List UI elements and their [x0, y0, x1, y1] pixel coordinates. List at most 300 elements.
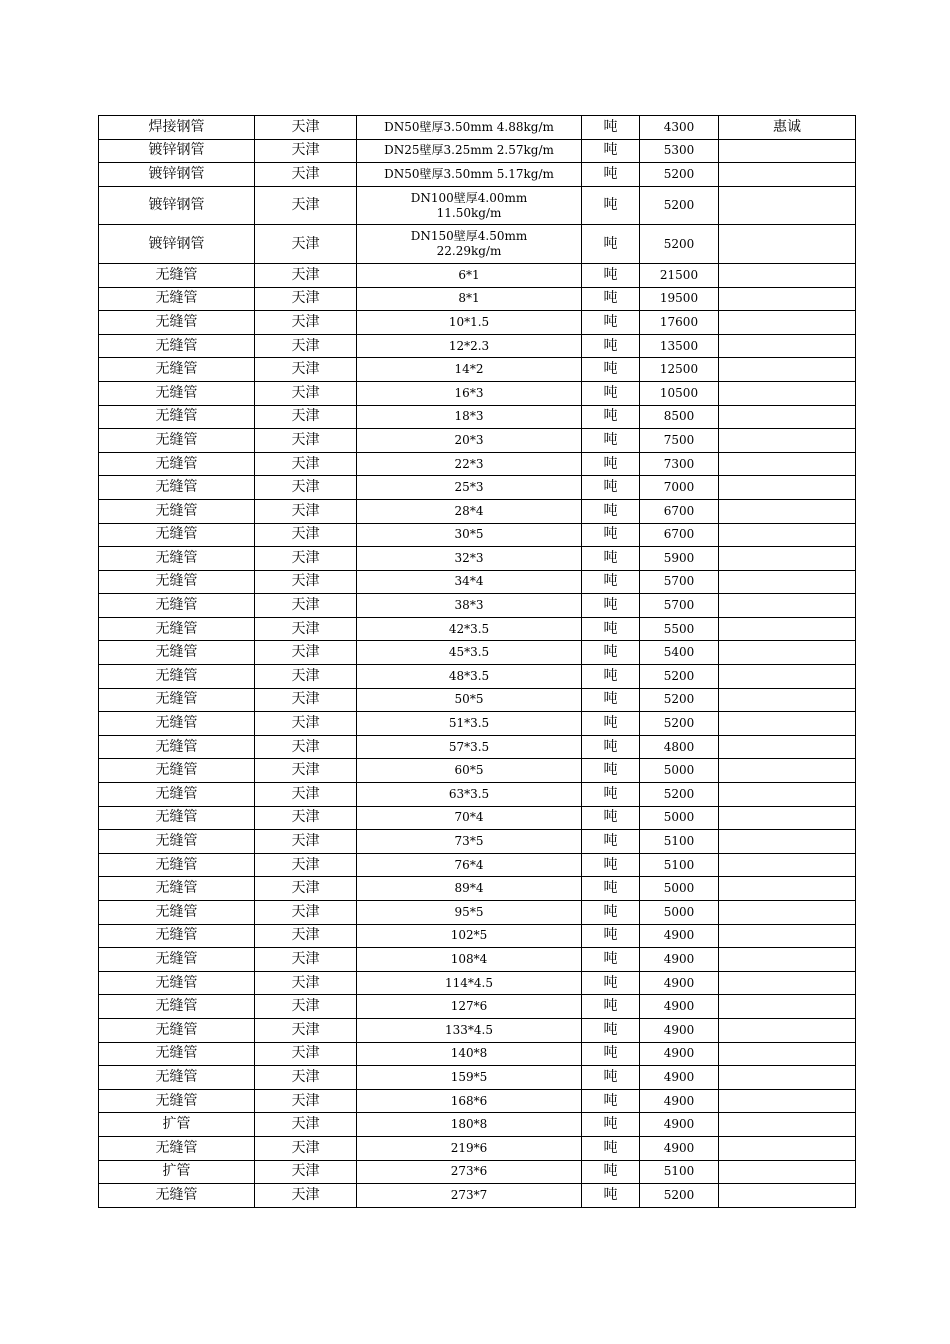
origin-cell: 天津 [255, 225, 357, 264]
origin-cell: 天津 [255, 116, 357, 140]
spec-cell: 8*1 [357, 287, 582, 311]
note-cell [719, 971, 856, 995]
origin-cell: 天津 [255, 617, 357, 641]
unit-cell: 吨 [582, 1113, 640, 1137]
note-cell [719, 429, 856, 453]
note-cell [719, 617, 856, 641]
origin-cell: 天津 [255, 948, 357, 972]
price-cell: 21500 [640, 263, 719, 287]
product-name-cell: 镀锌钢管 [99, 225, 255, 264]
note-cell [719, 759, 856, 783]
table-row [99, 877, 856, 901]
price-cell: 10500 [640, 381, 719, 405]
origin-cell: 天津 [255, 830, 357, 854]
product-name-cell: 无缝管 [99, 665, 255, 689]
note-cell [719, 381, 856, 405]
unit-cell: 吨 [582, 499, 640, 523]
unit-cell: 吨 [582, 759, 640, 783]
table-row [99, 759, 856, 783]
product-name-cell: 无缝管 [99, 263, 255, 287]
product-name-cell: 无缝管 [99, 1066, 255, 1090]
price-cell: 19500 [640, 287, 719, 311]
table-body [99, 116, 856, 1208]
origin-cell: 天津 [255, 806, 357, 830]
price-cell: 5200 [640, 783, 719, 807]
price-cell: 5900 [640, 547, 719, 571]
spec-cell: 51*3.5 [357, 712, 582, 736]
unit-cell: 吨 [582, 901, 640, 925]
note-cell [719, 877, 856, 901]
table-row [99, 358, 856, 382]
product-name-cell: 无缝管 [99, 901, 255, 925]
origin-cell: 天津 [255, 641, 357, 665]
table-row [99, 1160, 856, 1184]
price-cell: 7000 [640, 476, 719, 500]
unit-cell: 吨 [582, 186, 640, 225]
product-name-cell: 无缝管 [99, 429, 255, 453]
spec-cell: 18*3 [357, 405, 582, 429]
origin-cell: 天津 [255, 570, 357, 594]
spec-cell: 12*2.3 [357, 334, 582, 358]
unit-cell: 吨 [582, 429, 640, 453]
product-name-cell: 无缝管 [99, 877, 255, 901]
spec-cell: DN100壁厚4.00mm 11.50kg/m [357, 186, 582, 225]
price-cell: 5700 [640, 570, 719, 594]
table-row [99, 225, 856, 264]
spec-cell: DN50壁厚3.50mm 5.17kg/m [357, 163, 582, 187]
spec-cell: DN25壁厚3.25mm 2.57kg/m [357, 139, 582, 163]
table-row [99, 499, 856, 523]
table-row [99, 1066, 856, 1090]
price-cell: 5700 [640, 594, 719, 618]
spec-cell: 73*5 [357, 830, 582, 854]
product-name-cell: 无缝管 [99, 381, 255, 405]
table-row [99, 1113, 856, 1137]
price-cell: 5100 [640, 1160, 719, 1184]
product-name-cell: 无缝管 [99, 1018, 255, 1042]
unit-cell: 吨 [582, 263, 640, 287]
table-row [99, 139, 856, 163]
spec-cell: 34*4 [357, 570, 582, 594]
origin-cell: 天津 [255, 688, 357, 712]
price-table [98, 115, 856, 1208]
price-cell: 5100 [640, 830, 719, 854]
spec-cell: 159*5 [357, 1066, 582, 1090]
spec-cell: 63*3.5 [357, 783, 582, 807]
spec-cell: DN50壁厚3.50mm 4.88kg/m [357, 116, 582, 140]
table-row [99, 901, 856, 925]
note-cell [719, 783, 856, 807]
spec-cell: 70*4 [357, 806, 582, 830]
table-row [99, 1018, 856, 1042]
note-cell [719, 712, 856, 736]
note-cell [719, 1018, 856, 1042]
price-cell: 5200 [640, 163, 719, 187]
origin-cell: 天津 [255, 1160, 357, 1184]
note-cell: 惠诚 [719, 116, 856, 140]
product-name-cell: 无缝管 [99, 641, 255, 665]
origin-cell: 天津 [255, 263, 357, 287]
unit-cell: 吨 [582, 163, 640, 187]
product-name-cell: 无缝管 [99, 995, 255, 1019]
product-name-cell: 无缝管 [99, 1042, 255, 1066]
note-cell [719, 948, 856, 972]
origin-cell: 天津 [255, 995, 357, 1019]
product-name-cell: 无缝管 [99, 476, 255, 500]
product-name-cell: 无缝管 [99, 311, 255, 335]
price-cell: 6700 [640, 499, 719, 523]
product-name-cell: 无缝管 [99, 688, 255, 712]
product-name-cell: 无缝管 [99, 547, 255, 571]
table-row [99, 971, 856, 995]
unit-cell: 吨 [582, 783, 640, 807]
table-row [99, 617, 856, 641]
note-cell [719, 924, 856, 948]
origin-cell: 天津 [255, 1136, 357, 1160]
note-cell [719, 830, 856, 854]
price-cell: 4900 [640, 1113, 719, 1137]
note-cell [719, 334, 856, 358]
spec-cell: 102*5 [357, 924, 582, 948]
unit-cell: 吨 [582, 570, 640, 594]
origin-cell: 天津 [255, 163, 357, 187]
price-cell: 5200 [640, 665, 719, 689]
unit-cell: 吨 [582, 452, 640, 476]
note-cell [719, 995, 856, 1019]
price-cell: 5000 [640, 806, 719, 830]
note-cell [719, 1160, 856, 1184]
price-cell: 17600 [640, 311, 719, 335]
price-cell: 7300 [640, 452, 719, 476]
product-name-cell: 无缝管 [99, 570, 255, 594]
product-name-cell: 无缝管 [99, 1089, 255, 1113]
spec-cell: 180*8 [357, 1113, 582, 1137]
table-row [99, 452, 856, 476]
table-row [99, 735, 856, 759]
unit-cell: 吨 [582, 712, 640, 736]
unit-cell: 吨 [582, 547, 640, 571]
origin-cell: 天津 [255, 287, 357, 311]
unit-cell: 吨 [582, 735, 640, 759]
unit-cell: 吨 [582, 853, 640, 877]
price-cell: 12500 [640, 358, 719, 382]
unit-cell: 吨 [582, 116, 640, 140]
unit-cell: 吨 [582, 225, 640, 264]
product-name-cell: 无缝管 [99, 759, 255, 783]
spec-cell: 22*3 [357, 452, 582, 476]
note-cell [719, 263, 856, 287]
table-row [99, 1136, 856, 1160]
price-cell: 5200 [640, 688, 719, 712]
table-row [99, 381, 856, 405]
price-cell: 4900 [640, 1066, 719, 1090]
table-row [99, 665, 856, 689]
origin-cell: 天津 [255, 452, 357, 476]
product-name-cell: 无缝管 [99, 499, 255, 523]
table-row [99, 1042, 856, 1066]
price-cell: 4900 [640, 924, 719, 948]
table-row [99, 783, 856, 807]
price-cell: 7500 [640, 429, 719, 453]
note-cell [719, 452, 856, 476]
table-row [99, 116, 856, 140]
table-row [99, 334, 856, 358]
table-row [99, 806, 856, 830]
product-name-cell: 无缝管 [99, 712, 255, 736]
unit-cell: 吨 [582, 334, 640, 358]
price-cell: 5200 [640, 225, 719, 264]
spec-cell: 140*8 [357, 1042, 582, 1066]
price-cell: 6700 [640, 523, 719, 547]
spec-cell: 42*3.5 [357, 617, 582, 641]
table-row [99, 830, 856, 854]
spec-cell: 76*4 [357, 853, 582, 877]
unit-cell: 吨 [582, 1184, 640, 1208]
price-cell: 5000 [640, 877, 719, 901]
note-cell [719, 523, 856, 547]
table-row [99, 263, 856, 287]
origin-cell: 天津 [255, 523, 357, 547]
price-cell: 4900 [640, 948, 719, 972]
note-cell [719, 1042, 856, 1066]
table-row [99, 311, 856, 335]
origin-cell: 天津 [255, 139, 357, 163]
product-name-cell: 无缝管 [99, 1184, 255, 1208]
unit-cell: 吨 [582, 405, 640, 429]
product-name-cell: 无缝管 [99, 853, 255, 877]
origin-cell: 天津 [255, 783, 357, 807]
product-name-cell: 无缝管 [99, 735, 255, 759]
spec-cell: 168*6 [357, 1089, 582, 1113]
price-cell: 5100 [640, 853, 719, 877]
price-cell: 5200 [640, 712, 719, 736]
product-name-cell: 镀锌钢管 [99, 163, 255, 187]
note-cell [719, 806, 856, 830]
note-cell [719, 225, 856, 264]
note-cell [719, 1113, 856, 1137]
note-cell [719, 186, 856, 225]
origin-cell: 天津 [255, 853, 357, 877]
product-name-cell: 无缝管 [99, 405, 255, 429]
table-row [99, 405, 856, 429]
origin-cell: 天津 [255, 547, 357, 571]
price-cell: 4800 [640, 735, 719, 759]
unit-cell: 吨 [582, 1160, 640, 1184]
table-row [99, 476, 856, 500]
note-cell [719, 853, 856, 877]
table-row [99, 523, 856, 547]
unit-cell: 吨 [582, 1018, 640, 1042]
table-row [99, 186, 856, 225]
product-name-cell: 焊接钢管 [99, 116, 255, 140]
unit-cell: 吨 [582, 311, 640, 335]
unit-cell: 吨 [582, 523, 640, 547]
note-cell [719, 735, 856, 759]
product-name-cell: 镀锌钢管 [99, 139, 255, 163]
product-name-cell: 无缝管 [99, 334, 255, 358]
note-cell [719, 641, 856, 665]
note-cell [719, 1184, 856, 1208]
unit-cell: 吨 [582, 594, 640, 618]
note-cell [719, 311, 856, 335]
table-row [99, 948, 856, 972]
origin-cell: 天津 [255, 971, 357, 995]
price-cell: 5000 [640, 901, 719, 925]
spec-cell: 57*3.5 [357, 735, 582, 759]
origin-cell: 天津 [255, 594, 357, 618]
product-name-cell: 无缝管 [99, 971, 255, 995]
price-cell: 4300 [640, 116, 719, 140]
unit-cell: 吨 [582, 287, 640, 311]
product-name-cell: 无缝管 [99, 452, 255, 476]
origin-cell: 天津 [255, 759, 357, 783]
product-name-cell: 镀锌钢管 [99, 186, 255, 225]
note-cell [719, 476, 856, 500]
table-row [99, 287, 856, 311]
origin-cell: 天津 [255, 334, 357, 358]
note-cell [719, 1136, 856, 1160]
spec-cell: 6*1 [357, 263, 582, 287]
price-cell: 5000 [640, 759, 719, 783]
price-cell: 5500 [640, 617, 719, 641]
price-cell: 4900 [640, 1136, 719, 1160]
spec-cell: 273*6 [357, 1160, 582, 1184]
table-row [99, 641, 856, 665]
unit-cell: 吨 [582, 688, 640, 712]
unit-cell: 吨 [582, 1089, 640, 1113]
product-name-cell: 无缝管 [99, 287, 255, 311]
price-cell: 4900 [640, 1042, 719, 1066]
note-cell [719, 139, 856, 163]
price-cell: 5300 [640, 139, 719, 163]
spec-cell: 28*4 [357, 499, 582, 523]
origin-cell: 天津 [255, 358, 357, 382]
product-name-cell: 无缝管 [99, 806, 255, 830]
unit-cell: 吨 [582, 358, 640, 382]
note-cell [719, 287, 856, 311]
table-row [99, 688, 856, 712]
spec-cell: 95*5 [357, 901, 582, 925]
origin-cell: 天津 [255, 405, 357, 429]
spec-cell: 219*6 [357, 1136, 582, 1160]
table-row [99, 712, 856, 736]
table-row [99, 924, 856, 948]
unit-cell: 吨 [582, 139, 640, 163]
origin-cell: 天津 [255, 1184, 357, 1208]
spec-cell: 108*4 [357, 948, 582, 972]
origin-cell: 天津 [255, 429, 357, 453]
table-row [99, 853, 856, 877]
unit-cell: 吨 [582, 665, 640, 689]
unit-cell: 吨 [582, 971, 640, 995]
product-name-cell: 无缝管 [99, 948, 255, 972]
spec-cell: 38*3 [357, 594, 582, 618]
price-cell: 5400 [640, 641, 719, 665]
note-cell [719, 547, 856, 571]
spec-cell: 50*5 [357, 688, 582, 712]
unit-cell: 吨 [582, 1042, 640, 1066]
unit-cell: 吨 [582, 924, 640, 948]
table-row [99, 1184, 856, 1208]
note-cell [719, 499, 856, 523]
spec-cell: 45*3.5 [357, 641, 582, 665]
spec-cell: 25*3 [357, 476, 582, 500]
unit-cell: 吨 [582, 381, 640, 405]
spec-cell: 32*3 [357, 547, 582, 571]
origin-cell: 天津 [255, 1018, 357, 1042]
spec-cell: 133*4.5 [357, 1018, 582, 1042]
product-name-cell: 无缝管 [99, 830, 255, 854]
table-row [99, 547, 856, 571]
price-cell: 5200 [640, 1184, 719, 1208]
table-row [99, 594, 856, 618]
origin-cell: 天津 [255, 901, 357, 925]
spec-cell: 10*1.5 [357, 311, 582, 335]
spec-cell: 16*3 [357, 381, 582, 405]
unit-cell: 吨 [582, 877, 640, 901]
product-name-cell: 无缝管 [99, 523, 255, 547]
price-cell: 4900 [640, 1089, 719, 1113]
origin-cell: 天津 [255, 476, 357, 500]
note-cell [719, 594, 856, 618]
spec-cell: 127*6 [357, 995, 582, 1019]
note-cell [719, 665, 856, 689]
spec-cell: 60*5 [357, 759, 582, 783]
table-row [99, 570, 856, 594]
note-cell [719, 163, 856, 187]
note-cell [719, 405, 856, 429]
note-cell [719, 1089, 856, 1113]
note-cell [719, 1066, 856, 1090]
spec-cell: 273*7 [357, 1184, 582, 1208]
origin-cell: 天津 [255, 381, 357, 405]
unit-cell: 吨 [582, 1136, 640, 1160]
origin-cell: 天津 [255, 499, 357, 523]
spec-cell: 30*5 [357, 523, 582, 547]
spec-cell: 14*2 [357, 358, 582, 382]
table-row [99, 1089, 856, 1113]
note-cell [719, 358, 856, 382]
origin-cell: 天津 [255, 1089, 357, 1113]
unit-cell: 吨 [582, 617, 640, 641]
product-name-cell: 无缝管 [99, 1136, 255, 1160]
price-cell: 13500 [640, 334, 719, 358]
spec-cell: DN150壁厚4.50mm 22.29kg/m [357, 225, 582, 264]
origin-cell: 天津 [255, 877, 357, 901]
product-name-cell: 无缝管 [99, 358, 255, 382]
spec-cell: 20*3 [357, 429, 582, 453]
product-name-cell: 无缝管 [99, 594, 255, 618]
table-row [99, 995, 856, 1019]
unit-cell: 吨 [582, 806, 640, 830]
table-row [99, 429, 856, 453]
spec-cell: 89*4 [357, 877, 582, 901]
note-cell [719, 570, 856, 594]
note-cell [719, 901, 856, 925]
price-cell: 4900 [640, 995, 719, 1019]
origin-cell: 天津 [255, 665, 357, 689]
origin-cell: 天津 [255, 1066, 357, 1090]
origin-cell: 天津 [255, 1113, 357, 1137]
origin-cell: 天津 [255, 712, 357, 736]
origin-cell: 天津 [255, 311, 357, 335]
product-name-cell: 扩管 [99, 1160, 255, 1184]
table-row [99, 163, 856, 187]
unit-cell: 吨 [582, 830, 640, 854]
spec-cell: 114*4.5 [357, 971, 582, 995]
origin-cell: 天津 [255, 924, 357, 948]
product-name-cell: 无缝管 [99, 924, 255, 948]
